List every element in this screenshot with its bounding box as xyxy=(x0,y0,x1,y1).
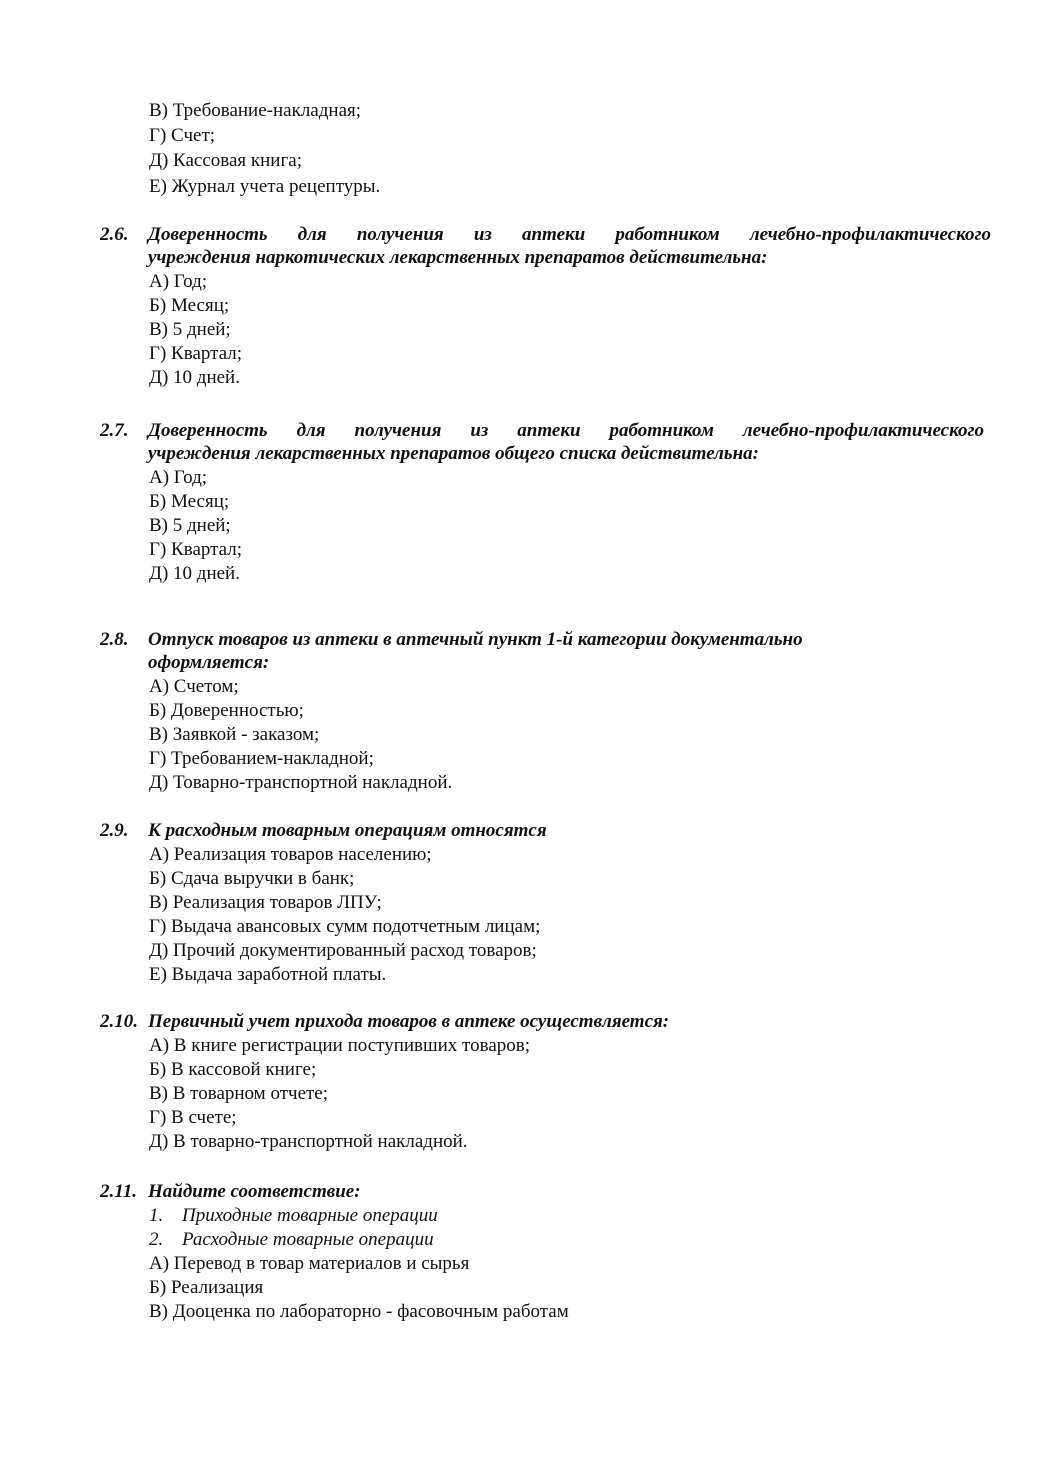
option-item: Б) Реализация xyxy=(149,1277,264,1298)
option-item: Г) Квартал; xyxy=(149,539,243,560)
sub-item xyxy=(149,1204,438,1228)
option-item: В) В товарном отчете; xyxy=(149,1083,329,1104)
option-item: Г) В счете; xyxy=(149,1107,237,1128)
option-item: Е) Выдача заработной платы. xyxy=(149,964,387,985)
option-item: А) Перевод в товар материалов и сырья xyxy=(149,1253,470,1274)
option-item: В) Дооценка по лабораторно - фасовочным работам xyxy=(149,1301,569,1322)
option-item: А) Год; xyxy=(149,467,208,488)
option-item: Г) Счет; xyxy=(149,125,216,146)
option-item: Б) Месяц; xyxy=(149,491,230,512)
option-item: Д) Кассовая книга; xyxy=(149,150,302,171)
option-item: Б) Доверенностью; xyxy=(149,700,304,721)
question-text: Первичный учет прихода товаров в аптеке осуществляется: xyxy=(148,1011,670,1032)
sub-item-number: 2. xyxy=(149,1229,164,1250)
sub-item-text: Приходные товарные операции xyxy=(182,1205,438,1226)
question-text: Доверенность для получения из аптеки работником лечебно-профилактического xyxy=(148,420,984,441)
option-item: А) В книге регистрации поступивших товаров; xyxy=(149,1035,531,1056)
question-text: учреждения наркотических лекарственных препаратов действительна: xyxy=(148,247,768,268)
sub-item xyxy=(149,1228,434,1252)
option-item: А) Реализация товаров населению; xyxy=(149,844,432,865)
option-item: Д) 10 дней. xyxy=(149,367,240,388)
sub-item-text: Расходные товарные операции xyxy=(182,1229,434,1250)
option-item: В) 5 дней; xyxy=(149,319,231,340)
option-item: Д) Товарно-транспортной накладной. xyxy=(149,772,453,793)
option-item: Б) Сдача выручки в банк; xyxy=(149,868,355,889)
option-item: В) Реализация товаров ЛПУ; xyxy=(149,892,382,913)
question-text: К расходным товарным операциям относятся xyxy=(148,820,547,841)
question-number: 2.11. xyxy=(100,1181,137,1202)
option-item: Д) Прочий документированный расход товаров; xyxy=(149,940,537,961)
question-number: 2.7. xyxy=(100,420,129,441)
option-item: В) Заявкой - заказом; xyxy=(149,724,320,745)
option-item: Г) Квартал; xyxy=(149,343,243,364)
option-item: Б) В кассовой книге; xyxy=(149,1059,317,1080)
question-number: 2.10. xyxy=(100,1011,138,1032)
sub-item-number: 1. xyxy=(149,1205,164,1226)
option-item: Б) Месяц; xyxy=(149,295,230,316)
option-item: В) Требование-накладная; xyxy=(149,100,362,121)
question-text: Доверенность для получения из аптеки работником лечебно-профилактического xyxy=(148,224,991,245)
option-item: А) Счетом; xyxy=(149,676,239,697)
option-item: Г) Требованием-накладной; xyxy=(149,748,374,769)
question-text: оформляется: xyxy=(148,652,270,673)
option-item: В) 5 дней; xyxy=(149,515,231,536)
question-number: 2.9. xyxy=(100,820,129,841)
question-text: учреждения лекарственных препаратов общего списка действительна: xyxy=(148,443,759,464)
option-item: Е) Журнал учета рецептуры. xyxy=(149,176,381,197)
option-item: Д) 10 дней. xyxy=(149,563,240,584)
option-item: Д) В товарно-транспортной накладной. xyxy=(149,1131,468,1152)
question-text: Отпуск товаров из аптеки в аптечный пункт 1-й категории документально xyxy=(148,629,803,650)
option-item: Г) Выдача авансовых сумм подотчетным лицам; xyxy=(149,916,541,937)
question-number: 2.6. xyxy=(100,224,129,245)
question-number: 2.8. xyxy=(100,629,129,650)
option-item: А) Год; xyxy=(149,271,208,292)
question-text: Найдите соответствие: xyxy=(148,1181,361,1202)
